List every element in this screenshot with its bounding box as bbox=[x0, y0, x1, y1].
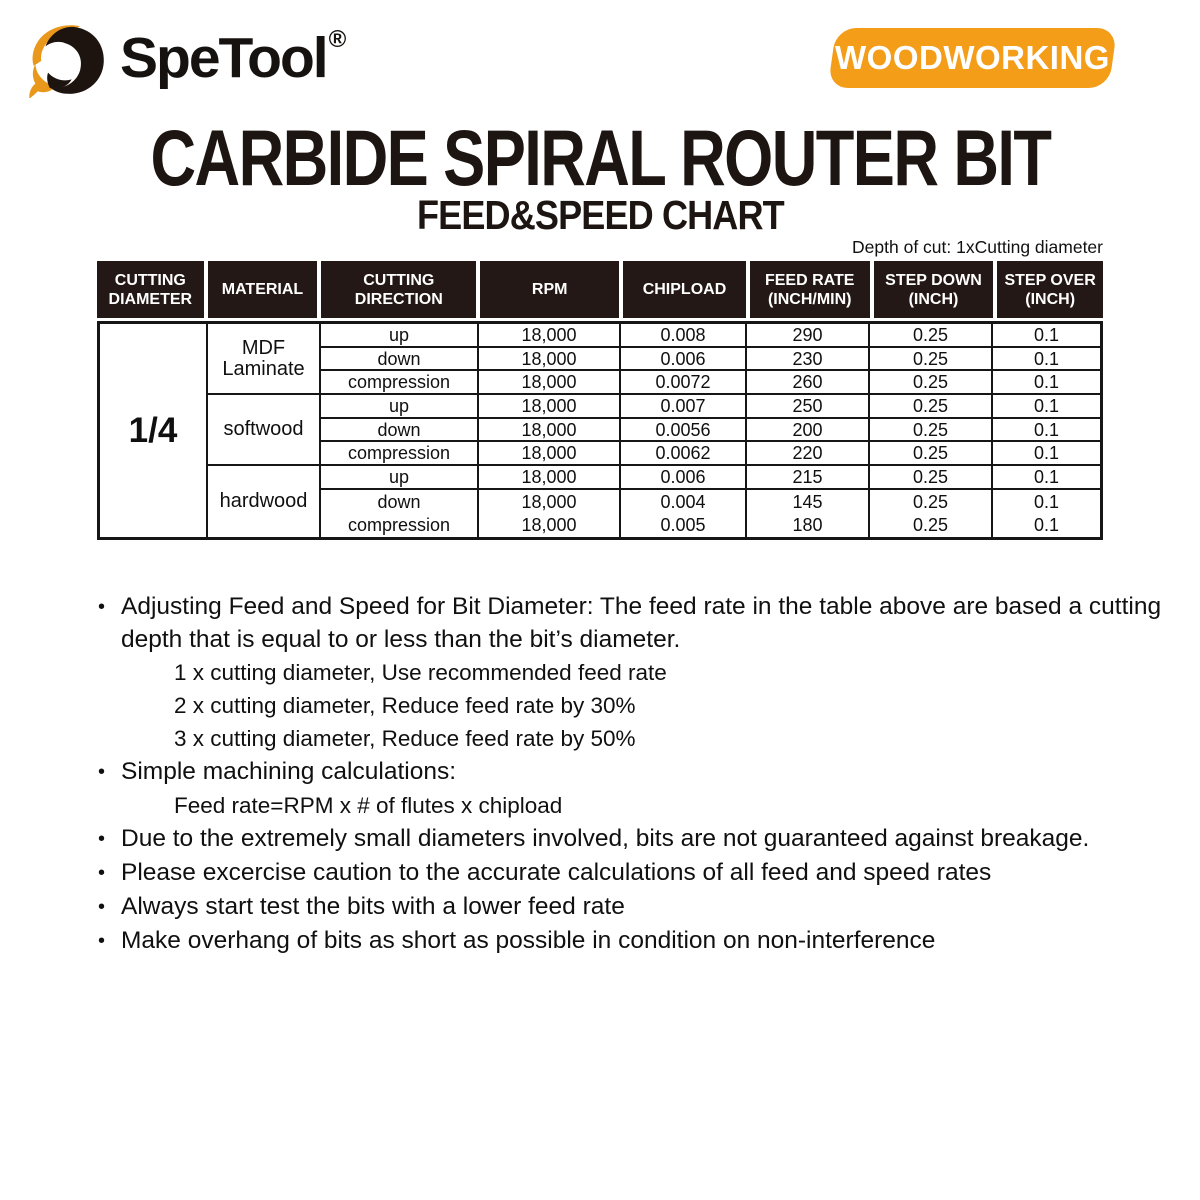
cell-chipload: 0.0056 bbox=[621, 419, 747, 443]
cell-step-over: 0.1 bbox=[993, 371, 1100, 395]
cell-chipload: 0.005 bbox=[621, 514, 747, 538]
header-cutting-direction: CUTTING DIRECTION bbox=[319, 261, 478, 318]
cell-direction: down bbox=[321, 419, 479, 443]
note-overhang: • Make overhang of bits as short as possible in condition on non-interference bbox=[98, 924, 1190, 958]
cell-material-softwood: softwood bbox=[208, 395, 321, 466]
cell-step-over: 0.1 bbox=[993, 466, 1100, 490]
page-title: CARBIDE SPIRAL ROUTER BIT bbox=[150, 113, 1050, 202]
cell-rpm: 18,000 bbox=[479, 466, 621, 490]
cell-rpm: 18,000 bbox=[479, 514, 621, 538]
note-2x-diameter: 2 x cutting diameter, Reduce feed rate by 30% bbox=[174, 693, 636, 718]
cell-feed-rate: 215 bbox=[747, 466, 870, 490]
cell-step-over: 0.1 bbox=[993, 324, 1100, 348]
note-3x-diameter: 3 x cutting diameter, Reduce feed rate by 50% bbox=[174, 726, 636, 751]
cell-rpm: 18,000 bbox=[479, 395, 621, 419]
cell-step-over: 0.1 bbox=[993, 395, 1100, 419]
cell-step-down: 0.25 bbox=[870, 324, 993, 348]
note-breakage-warning: • Due to the extremely small diameters involved, bits are not guaranteed against breakage. bbox=[98, 822, 1190, 856]
brand-logo bbox=[26, 20, 346, 98]
cell-feed-rate: 290 bbox=[747, 324, 870, 348]
cell-chipload: 0.006 bbox=[621, 348, 747, 372]
brand-wordmark: SpeTool bbox=[120, 26, 327, 90]
cell-chipload: 0.008 bbox=[621, 324, 747, 348]
header-feed-rate: FEED RATE (INCH/MIN) bbox=[748, 261, 872, 318]
cell-feed-rate: 230 bbox=[747, 348, 870, 372]
header-step-down: STEP DOWN (INCH) bbox=[872, 261, 996, 318]
page-subtitle: FEED&SPEED CHART bbox=[416, 192, 784, 238]
spetool-swirl-icon bbox=[26, 22, 114, 98]
cell-rpm: 18,000 bbox=[479, 419, 621, 443]
cell-step-down: 0.25 bbox=[870, 348, 993, 372]
bullet-dot: • bbox=[98, 596, 106, 618]
cell-rpm: 18,000 bbox=[479, 324, 621, 348]
cell-chipload: 0.006 bbox=[621, 466, 747, 490]
header-step-over: STEP OVER (INCH) bbox=[995, 261, 1103, 318]
note-exercise-caution: • Please excercise caution to the accurate calculations of all feed and speed rates bbox=[98, 856, 1190, 890]
bullet-dot: • bbox=[98, 930, 106, 952]
note-simple-calculations: • Simple machining calculations: bbox=[98, 755, 1190, 789]
notes-section bbox=[98, 590, 1190, 958]
header-chipload: CHIPLOAD bbox=[621, 261, 748, 318]
cell-feed-rate: 250 bbox=[747, 395, 870, 419]
table-header-row bbox=[97, 261, 1103, 318]
cell-direction: up bbox=[321, 466, 479, 490]
bullet-dot: • bbox=[98, 761, 106, 783]
cell-step-down: 0.25 bbox=[870, 442, 993, 466]
cell-feed-rate: 180 bbox=[747, 514, 870, 538]
cell-step-over: 0.1 bbox=[1033, 515, 1060, 536]
cell-cutting-diameter: 1/4 bbox=[100, 324, 208, 537]
table-body bbox=[97, 321, 1103, 540]
cell-chipload: 0.007 bbox=[621, 395, 747, 419]
cell-step-over: 0.1 bbox=[993, 419, 1100, 443]
cell-chipload: 0.0072 bbox=[621, 371, 747, 395]
header-material: MATERIAL bbox=[206, 261, 320, 318]
cell-rpm: 18,000 bbox=[479, 348, 621, 372]
badge-label: WOODWORKING bbox=[835, 39, 1110, 76]
bullet-dot: • bbox=[98, 862, 106, 884]
woodworking-badge bbox=[832, 28, 1113, 88]
registered-trademark-symbol: ® bbox=[328, 26, 347, 53]
cell-material-hardwood: hardwood bbox=[208, 466, 321, 537]
cell-step-down: 0.25 bbox=[870, 514, 993, 538]
cell-direction: down bbox=[321, 348, 479, 372]
bullet-dot: • bbox=[98, 896, 106, 918]
cell-chipload: 0.004 bbox=[621, 490, 747, 514]
bullet-dot: • bbox=[98, 828, 106, 850]
cell-direction: up bbox=[321, 324, 479, 348]
note-adjusting-feed-speed: • Adjusting Feed and Speed for Bit Diameter: The feed rate in the table above are based a cutting depth that is equal to or less than the bit’s diameter. bbox=[98, 590, 1190, 656]
cell-direction: compression bbox=[321, 442, 479, 466]
cell-feed-rate: 200 bbox=[747, 419, 870, 443]
cell-material-mdf-laminate: MDF Laminate bbox=[208, 324, 321, 395]
cell-chipload: 0.0062 bbox=[621, 442, 747, 466]
cell-direction: compression bbox=[321, 371, 479, 395]
cell-step-down: 0.25 bbox=[870, 419, 993, 443]
cell-direction: up bbox=[321, 395, 479, 419]
depth-of-cut-note: Depth of cut: 1xCutting diameter bbox=[852, 237, 1103, 257]
cell-feed-rate: 145 bbox=[747, 490, 870, 514]
cell-step-over: 0.1 bbox=[1033, 491, 1060, 512]
cell-direction: down bbox=[321, 490, 479, 514]
header-rpm: RPM bbox=[478, 261, 621, 318]
cell-step-down: 0.25 bbox=[870, 466, 993, 490]
cell-direction: compression bbox=[321, 514, 479, 538]
cell-step-over: 0.1 bbox=[993, 442, 1100, 466]
cell-rpm: 18,000 bbox=[479, 442, 621, 466]
header-cutting-diameter: CUTTING DIAMETER bbox=[97, 261, 206, 318]
cell-rpm: 18,000 bbox=[479, 490, 621, 514]
cell-feed-rate: 260 bbox=[747, 371, 870, 395]
note-feed-rate-formula: Feed rate=RPM x # of flutes x chipload bbox=[174, 793, 563, 818]
cell-step-over: 0.1 bbox=[993, 348, 1100, 372]
note-lower-feed-rate: • Always start test the bits with a lower feed rate bbox=[98, 890, 1190, 924]
cell-step-down: 0.25 bbox=[870, 371, 993, 395]
cell-step-down: 0.25 bbox=[870, 490, 993, 514]
cell-feed-rate: 220 bbox=[747, 442, 870, 466]
note-1x-diameter: 1 x cutting diameter, Use recommended feed rate bbox=[174, 660, 667, 685]
cell-step-down: 0.25 bbox=[870, 395, 993, 419]
feed-speed-table bbox=[97, 261, 1103, 540]
cell-rpm: 18,000 bbox=[479, 371, 621, 395]
